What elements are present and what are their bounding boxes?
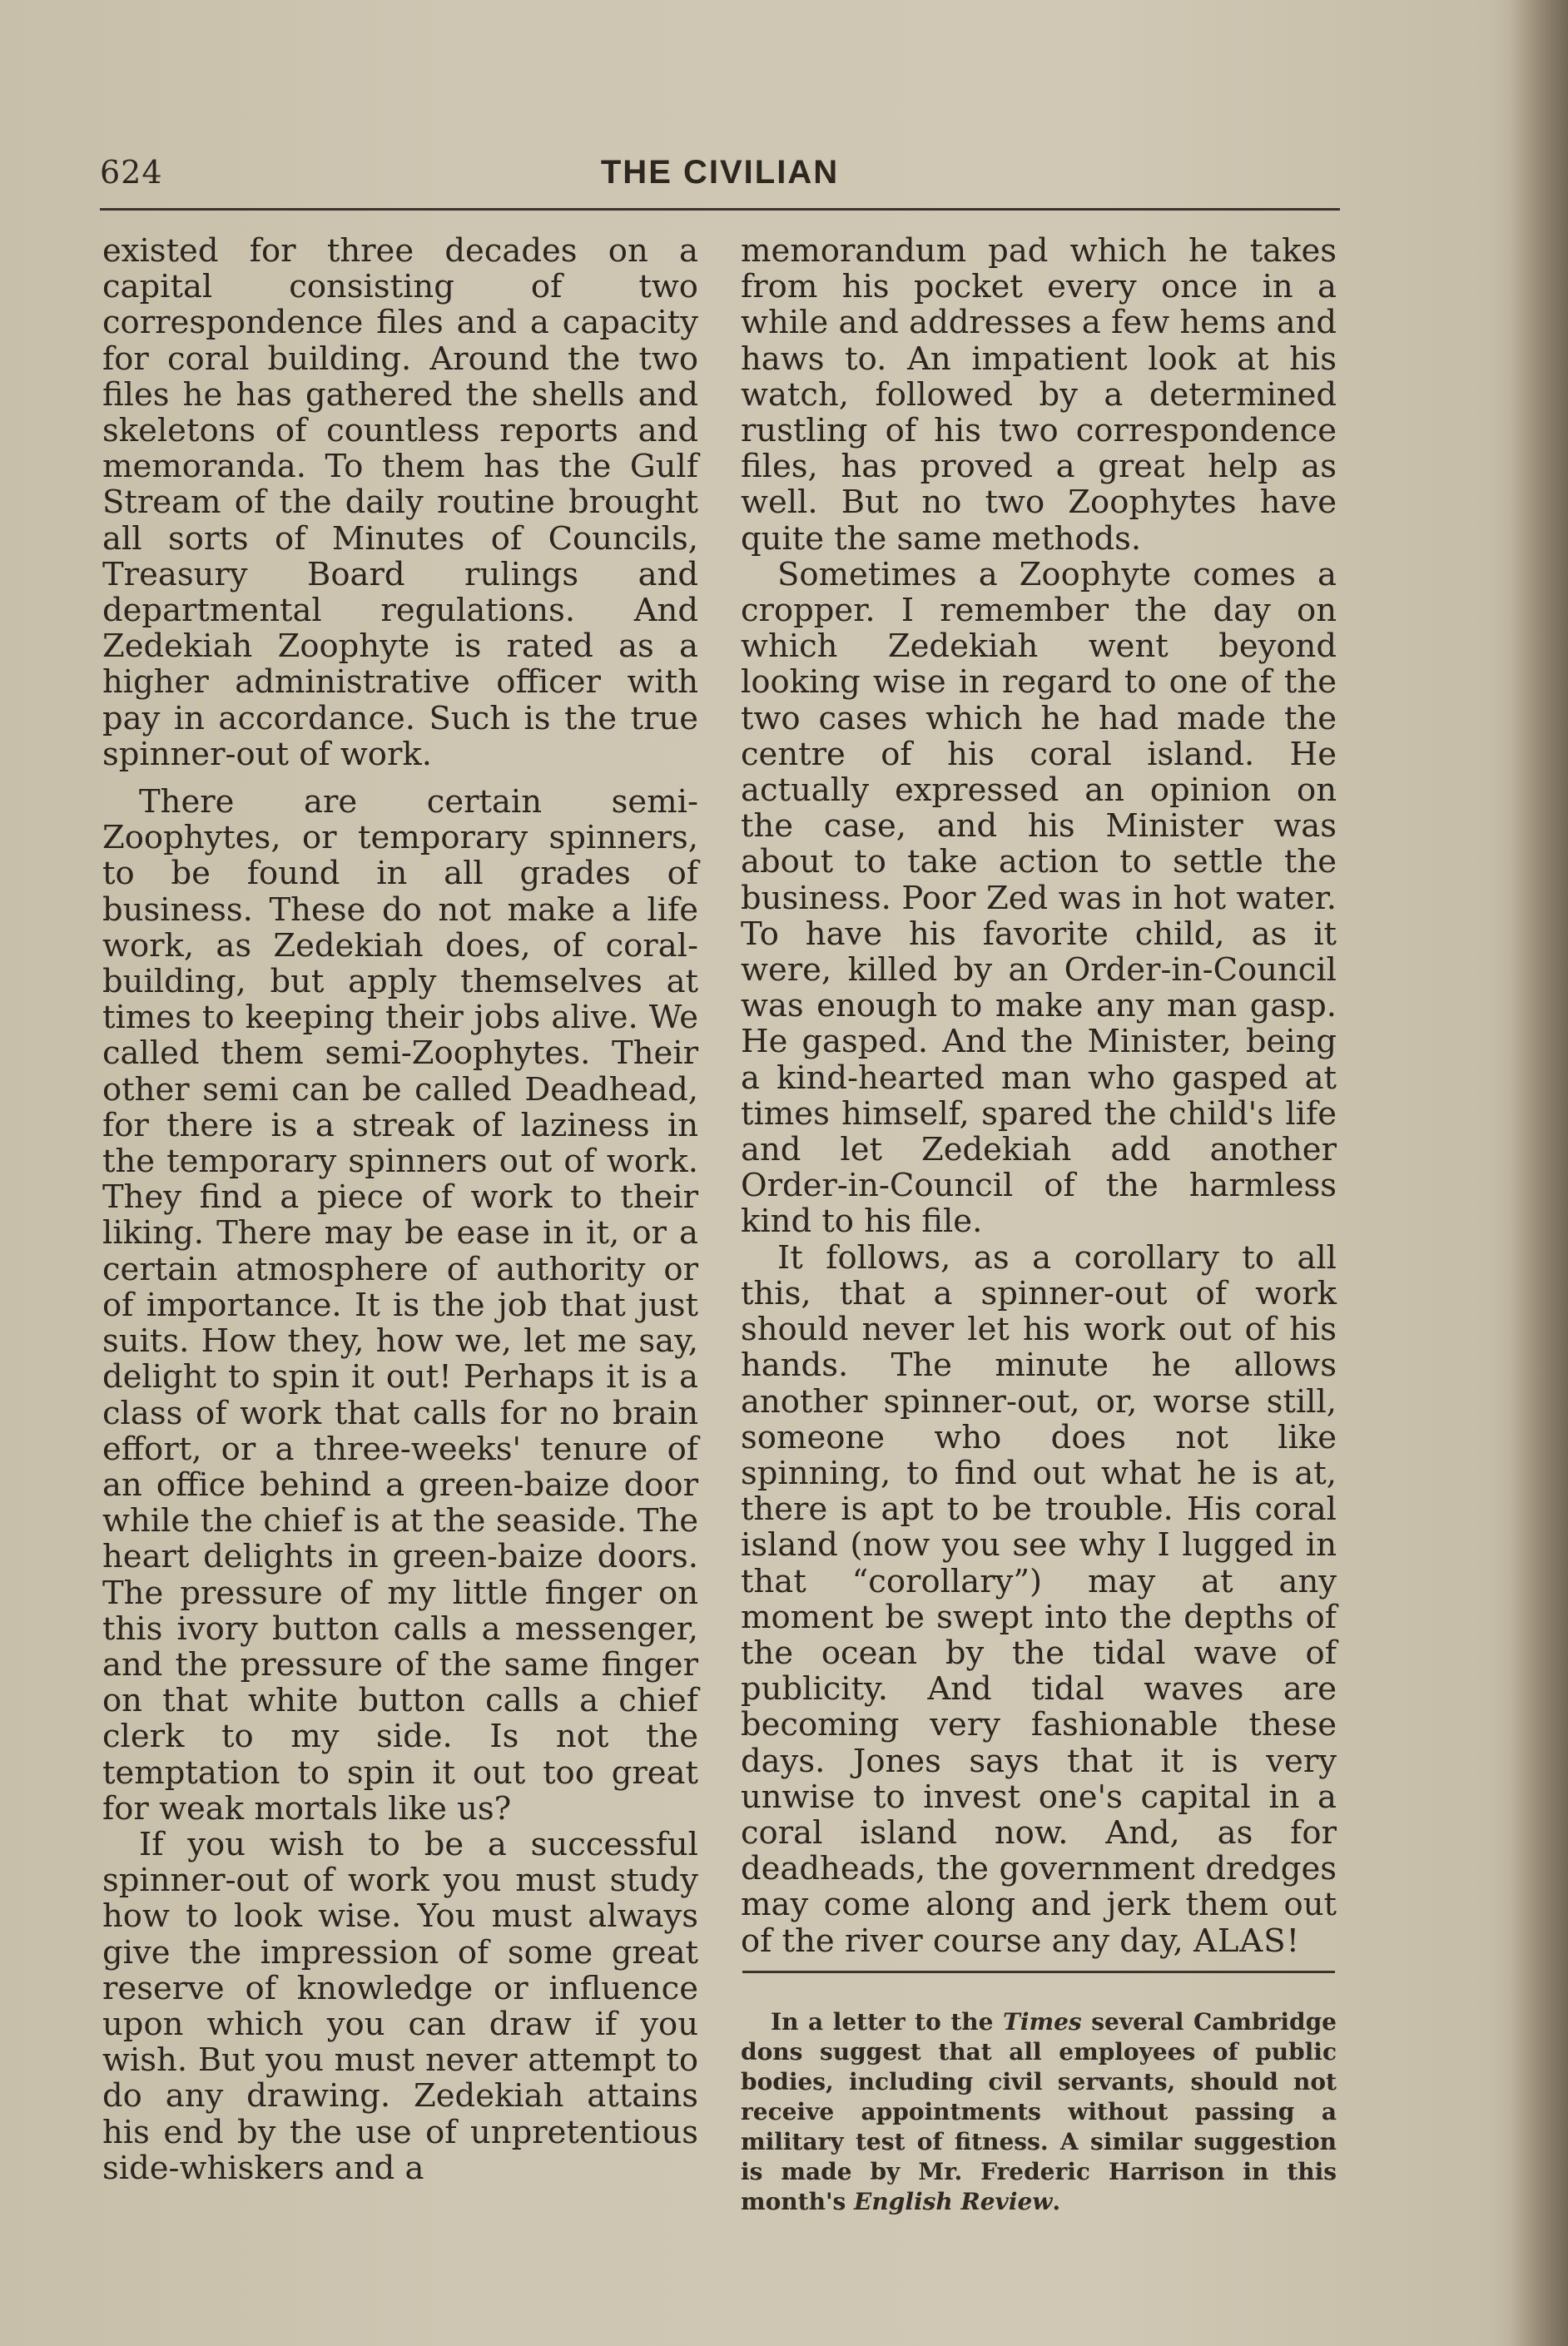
left-paragraph-3: If you wish to be a successful spinner-out of work you must study how to look wise. You must always give the impression of some great reserve of knowledge or influence upon which you can draw if you wish. But you must never attempt to do any drawing. Zedekiah attains his end by the use of unpretentious side-whiskers and a [102,1825,698,2187]
author-signature: ALAS! [1193,1922,1301,1960]
right-column [741,233,1337,1959]
footnote-rule [742,1971,1335,1973]
footnote-part-3: . [1052,2188,1061,2215]
footnote-review-title: English Review [854,2188,1053,2215]
page-number: 624 [100,154,163,191]
left-paragraph-1: existed for three decades on a capital consisting of two correspondence files and a capacity for coral building. Around the two files he has gathered the shells and skeletons of countless reports and memoranda. To them has the Gulf Stream of the daily routine brought all sorts of Minutes of Councils, Treasury Board rulings and departmental regulations. And Zedekiah Zoophyte is rated as a higher administrative officer with pay in accordance. Such is the true spinner-out of work. [102,232,698,773]
right-paragraph-3-text: It follows, as a corollary to all this, that a spinner-out of work should never let his work out of his hands. The minute he allows another spinner-out, or, worse still, someone who does not like spinning, to find out what he is at, there is apt to be trouble. His coral island (now you see why I lugged in that “corollary”) may at any moment be swept into the depths of the ocean by the tidal wave of publicity. And tidal waves are becoming very fashionable these days. Jones says that it is very unwise to invest one's capital in a coral island now. And, as for deadheads, the government dredges may come along and jerk them out of the river course any day, [741,1238,1337,1960]
left-paragraph-2: There are certain semi-Zoophytes, or temporary spinners, to be found in all grades of business. These do not make a life work, as Zedekiah does, of coral-building, but apply themselves at times to keeping their jobs alive. We called them semi-Zoophytes. Their other semi can be called Deadhead, for there is a streak of laziness in the temporary spinners out of work. They find a piece of work to their liking. There may be ease in it, or a certain atmosphere of authority or of importance. It is the job that just suits. How they, how we, let me say, delight to spin it out! Perhaps it is a class of work that calls for no brain effort, or a three-weeks' tenure of an office behind a green-baize door while the chief is at the seaside. The heart delights in green-baize doors. The pressure of my little finger on this ivory button calls a messenger, and the pressure of the same finger on that white button calls a chief clerk to my side. Is not the temptation to spin it out too great for weak mortals like us? [102,783,698,1828]
footnote [741,2007,1337,2217]
page-edge-shadow [1510,0,1568,2346]
header-rule [100,208,1340,211]
left-column [102,233,698,2186]
footnote-text [741,2007,1337,2217]
running-head [100,154,1340,204]
right-paragraph-1: memorandum pad which he takes from his pocket every once in a while and addresses a few hems and haws to. An impatient look at his watch, followed by a determined rustling of his two correspondence files, has proved a great help as well. But no two Zoophytes have quite the same methods. [741,232,1337,558]
footnote-times-title: Times [1003,2008,1082,2036]
right-paragraph-3 [741,1240,1337,1959]
journal-title: THE CIVILIAN [600,154,840,191]
right-paragraph-2: Sometimes a Zoophyte comes a cropper. I remember the day on which Zedekiah went beyond looking wise in regard to one of the two cases which he had made the centre of his coral island. He actually expressed an opinion on the case, and his Minister was about to take action to settle the business. Poor Zed was in hot water. To have his favorite child, as it were, killed by an Order-in-Council was enough to make any man gasp. He gasped. And the Minister, being a kind-hearted man who gasped at times himself, spared the child's life and let Zedekiah add another Order-in-Council of the harmless kind to his file. [741,555,1337,1241]
footnote-part-2: several Cambridge dons suggest that all employees of public bodies, including civil servants, should not receive appointments without passing a military test of fitness. A similar suggestion is made by Mr. Frederic Harrison in this month's [741,2008,1337,2215]
footnote-part-1: In a letter to the [771,2008,1003,2036]
